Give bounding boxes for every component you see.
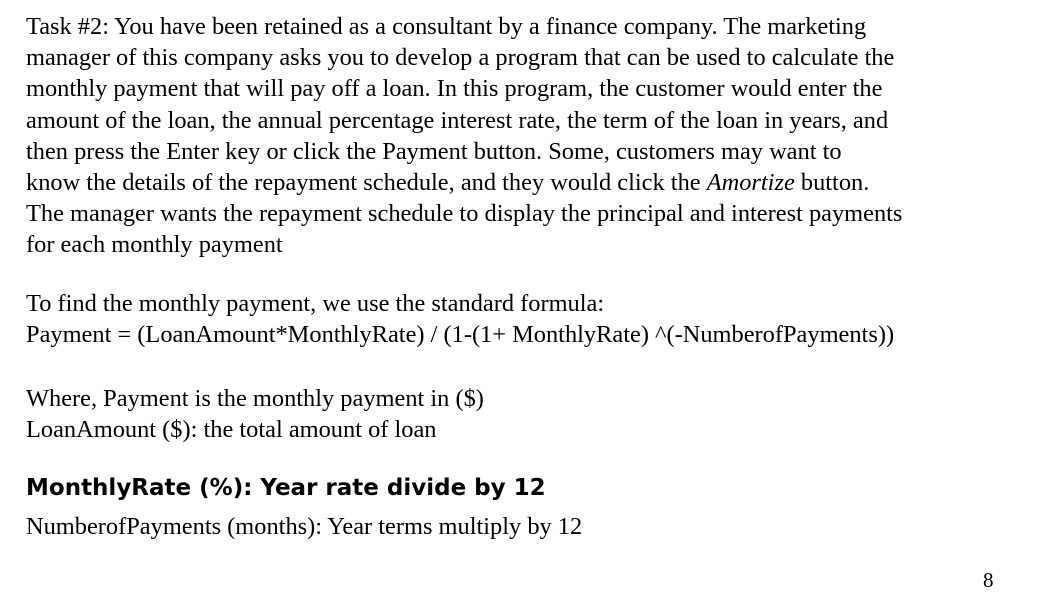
formula-section: [26, 288, 1016, 350]
task-line-4: amount of the loan, the annual percentage interest rate, the term of the loan in years, and: [26, 106, 889, 134]
page-number: 8: [983, 568, 994, 592]
task-line-5: then press the Enter key or click the Payment button. Some, customers may want to: [26, 137, 842, 165]
task-line-6-start: know the details of the repayment schedule, and they would click the: [26, 169, 707, 197]
task-line-1: Task #2: You have been retained as a consultant by a finance company. The marketing: [26, 13, 867, 40]
formula-intro: To find the monthly payment, we use the standard formula:: [26, 290, 605, 317]
formula-expression: Payment = (LoanAmount*MonthlyRate) / (1-(1+ MonthlyRate) ^(-NumberofPayments)): [26, 321, 895, 349]
loan-amount-definition: LoanAmount ($): the total amount of loan: [26, 416, 437, 444]
task-line-8: for each monthly payment: [26, 231, 283, 259]
task-line-2: manager of this company asks you to develop a program that can be used to calculate the: [26, 44, 895, 72]
monthly-rate-definition: MonthlyRate (%): Year rate divide by 12: [26, 475, 546, 501]
task-line-6: [26, 167, 1016, 198]
number-of-payments-definition: NumberofPayments (months): Year terms multiply by 12: [26, 513, 583, 540]
definitions-section: [26, 383, 1016, 445]
task-description: [26, 11, 1016, 261]
task-line-3: monthly payment that will pay off a loan. In this program, the customer would enter the: [26, 75, 883, 103]
task-line-6-end: button.: [794, 169, 870, 197]
payment-definition: Where, Payment is the monthly payment in ($): [26, 385, 484, 412]
task-line-7: The manager wants the repayment schedule to display the principal and interest payments: [26, 200, 903, 228]
amortize-emphasis: Amortize: [706, 169, 795, 197]
